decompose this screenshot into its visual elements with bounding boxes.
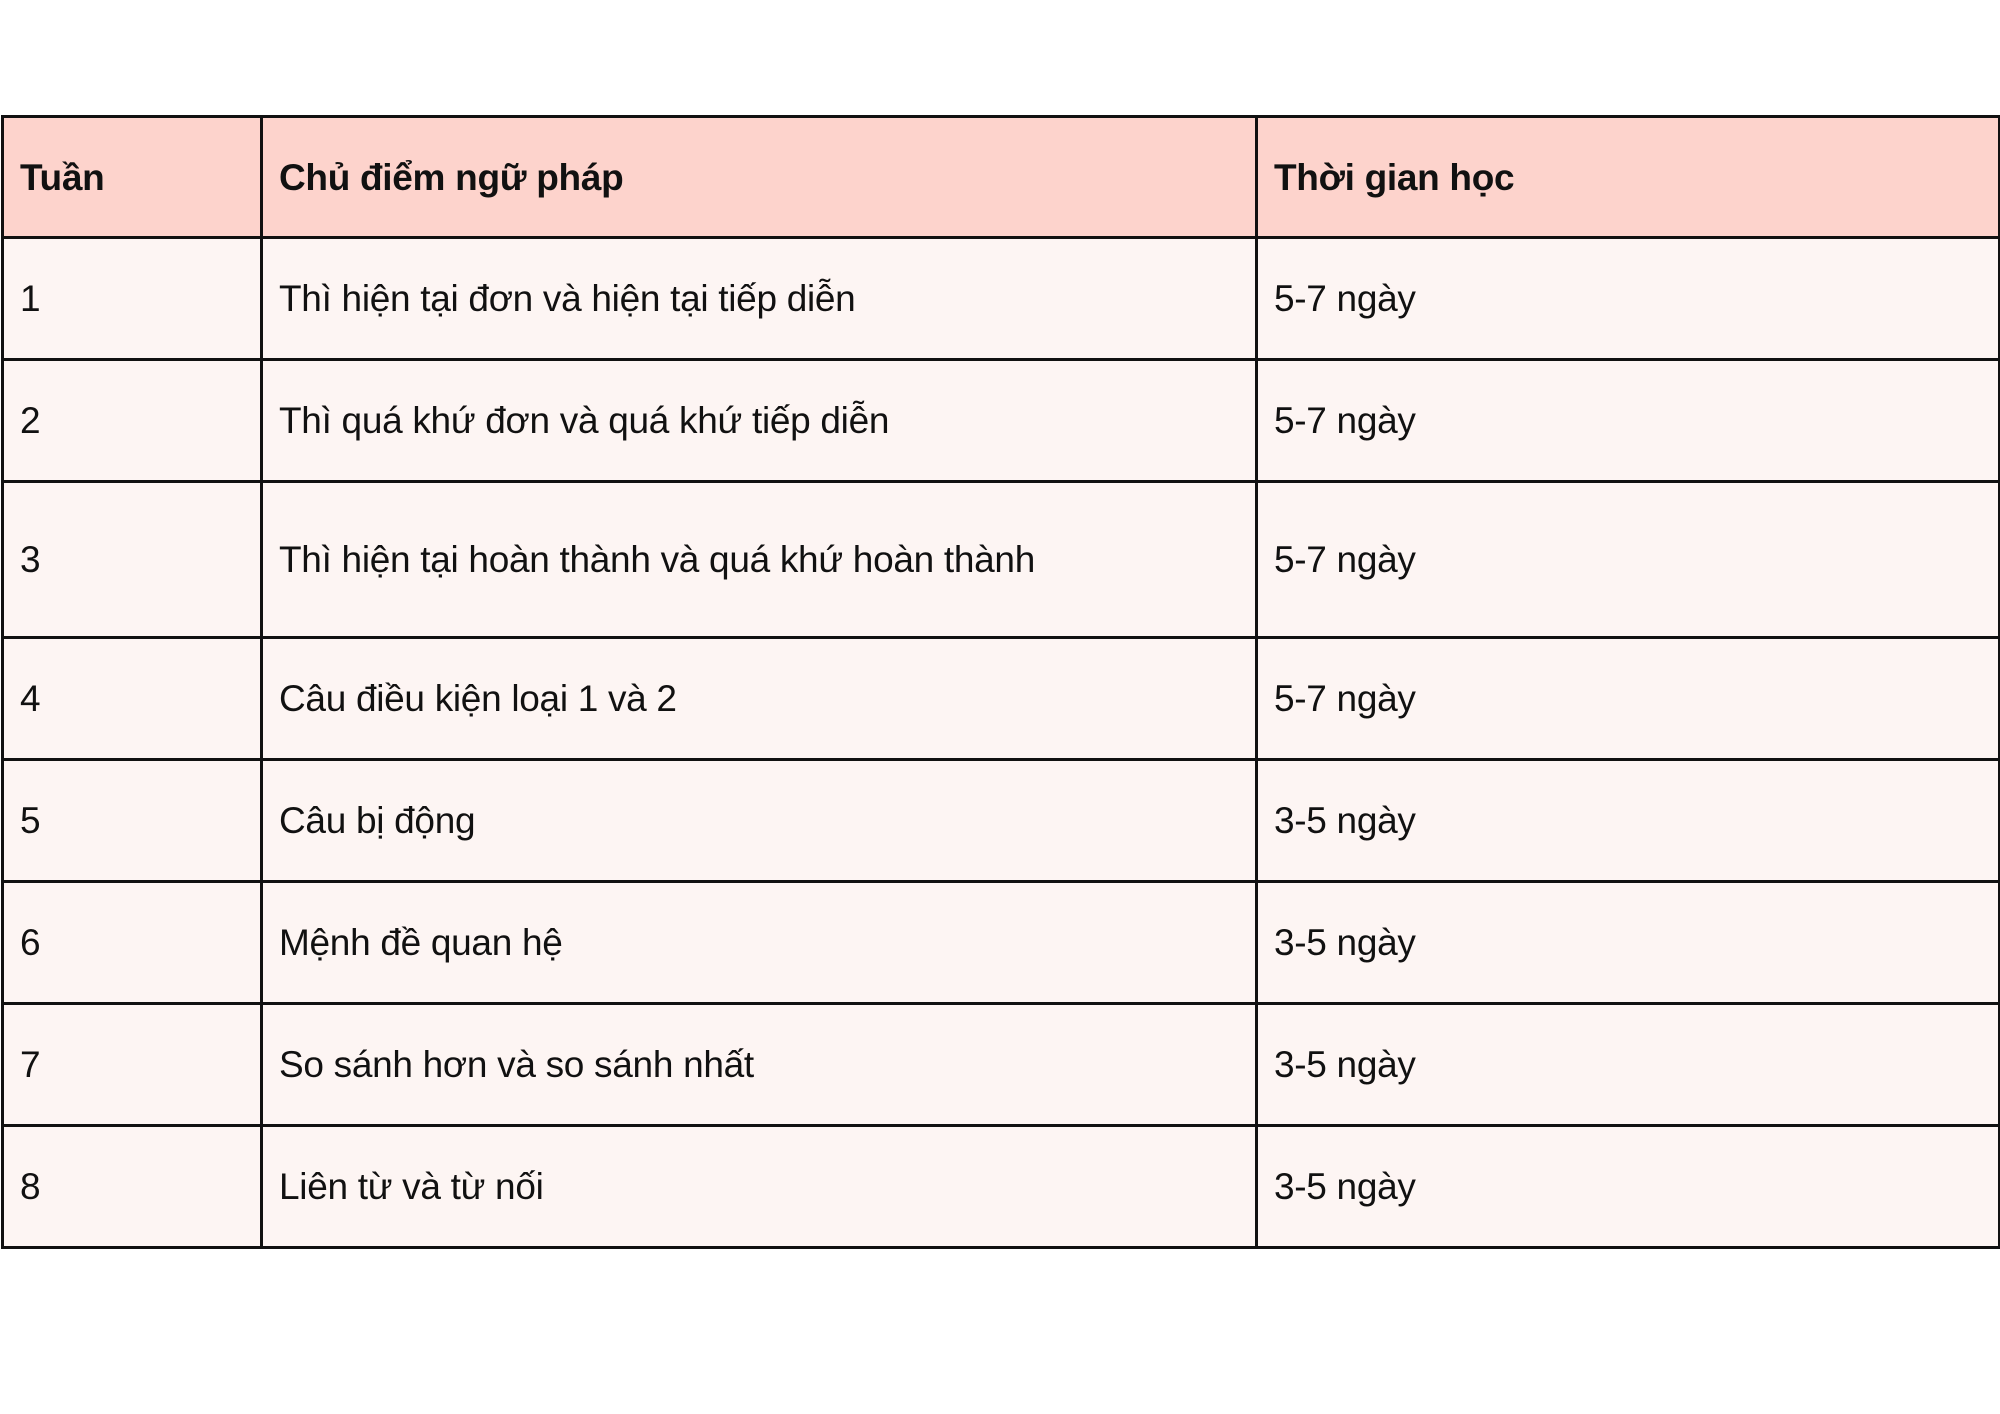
cell-topic: Mệnh đề quan hệ xyxy=(262,882,1257,1004)
cell-topic: Liên từ và từ nối xyxy=(262,1126,1257,1248)
cell-week: 2 xyxy=(3,360,262,482)
cell-duration: 3-5 ngày xyxy=(1257,1126,2000,1248)
grammar-schedule-table xyxy=(1,115,2000,1249)
cell-duration: 5-7 ngày xyxy=(1257,482,2000,638)
cell-duration: 3-5 ngày xyxy=(1257,1004,2000,1126)
header-week: Tuần xyxy=(3,117,262,238)
cell-week: 3 xyxy=(3,482,262,638)
table-row xyxy=(3,1004,2000,1126)
cell-week: 4 xyxy=(3,638,262,760)
table-row xyxy=(3,760,2000,882)
cell-week: 8 xyxy=(3,1126,262,1248)
cell-topic: Thì quá khứ đơn và quá khứ tiếp diễn xyxy=(262,360,1257,482)
header-grammar-topic: Chủ điểm ngữ pháp xyxy=(262,117,1257,238)
cell-duration: 3-5 ngày xyxy=(1257,760,2000,882)
cell-duration: 5-7 ngày xyxy=(1257,638,2000,760)
cell-week: 7 xyxy=(3,1004,262,1126)
table-row xyxy=(3,238,2000,360)
table-row xyxy=(3,1126,2000,1248)
cell-week: 1 xyxy=(3,238,262,360)
cell-topic: So sánh hơn và so sánh nhất xyxy=(262,1004,1257,1126)
table-row xyxy=(3,882,2000,1004)
table-row xyxy=(3,360,2000,482)
cell-week: 5 xyxy=(3,760,262,882)
cell-topic: Câu điều kiện loại 1 và 2 xyxy=(262,638,1257,760)
cell-duration: 3-5 ngày xyxy=(1257,882,2000,1004)
table-row xyxy=(3,638,2000,760)
cell-week: 6 xyxy=(3,882,262,1004)
cell-topic: Thì hiện tại hoàn thành và quá khứ hoàn thành xyxy=(262,482,1257,638)
cell-duration: 5-7 ngày xyxy=(1257,238,2000,360)
table-row xyxy=(3,482,2000,638)
cell-topic: Thì hiện tại đơn và hiện tại tiếp diễn xyxy=(262,238,1257,360)
cell-duration: 5-7 ngày xyxy=(1257,360,2000,482)
cell-topic: Câu bị động xyxy=(262,760,1257,882)
table-header-row xyxy=(3,117,2000,238)
header-study-time: Thời gian học xyxy=(1257,117,2000,238)
